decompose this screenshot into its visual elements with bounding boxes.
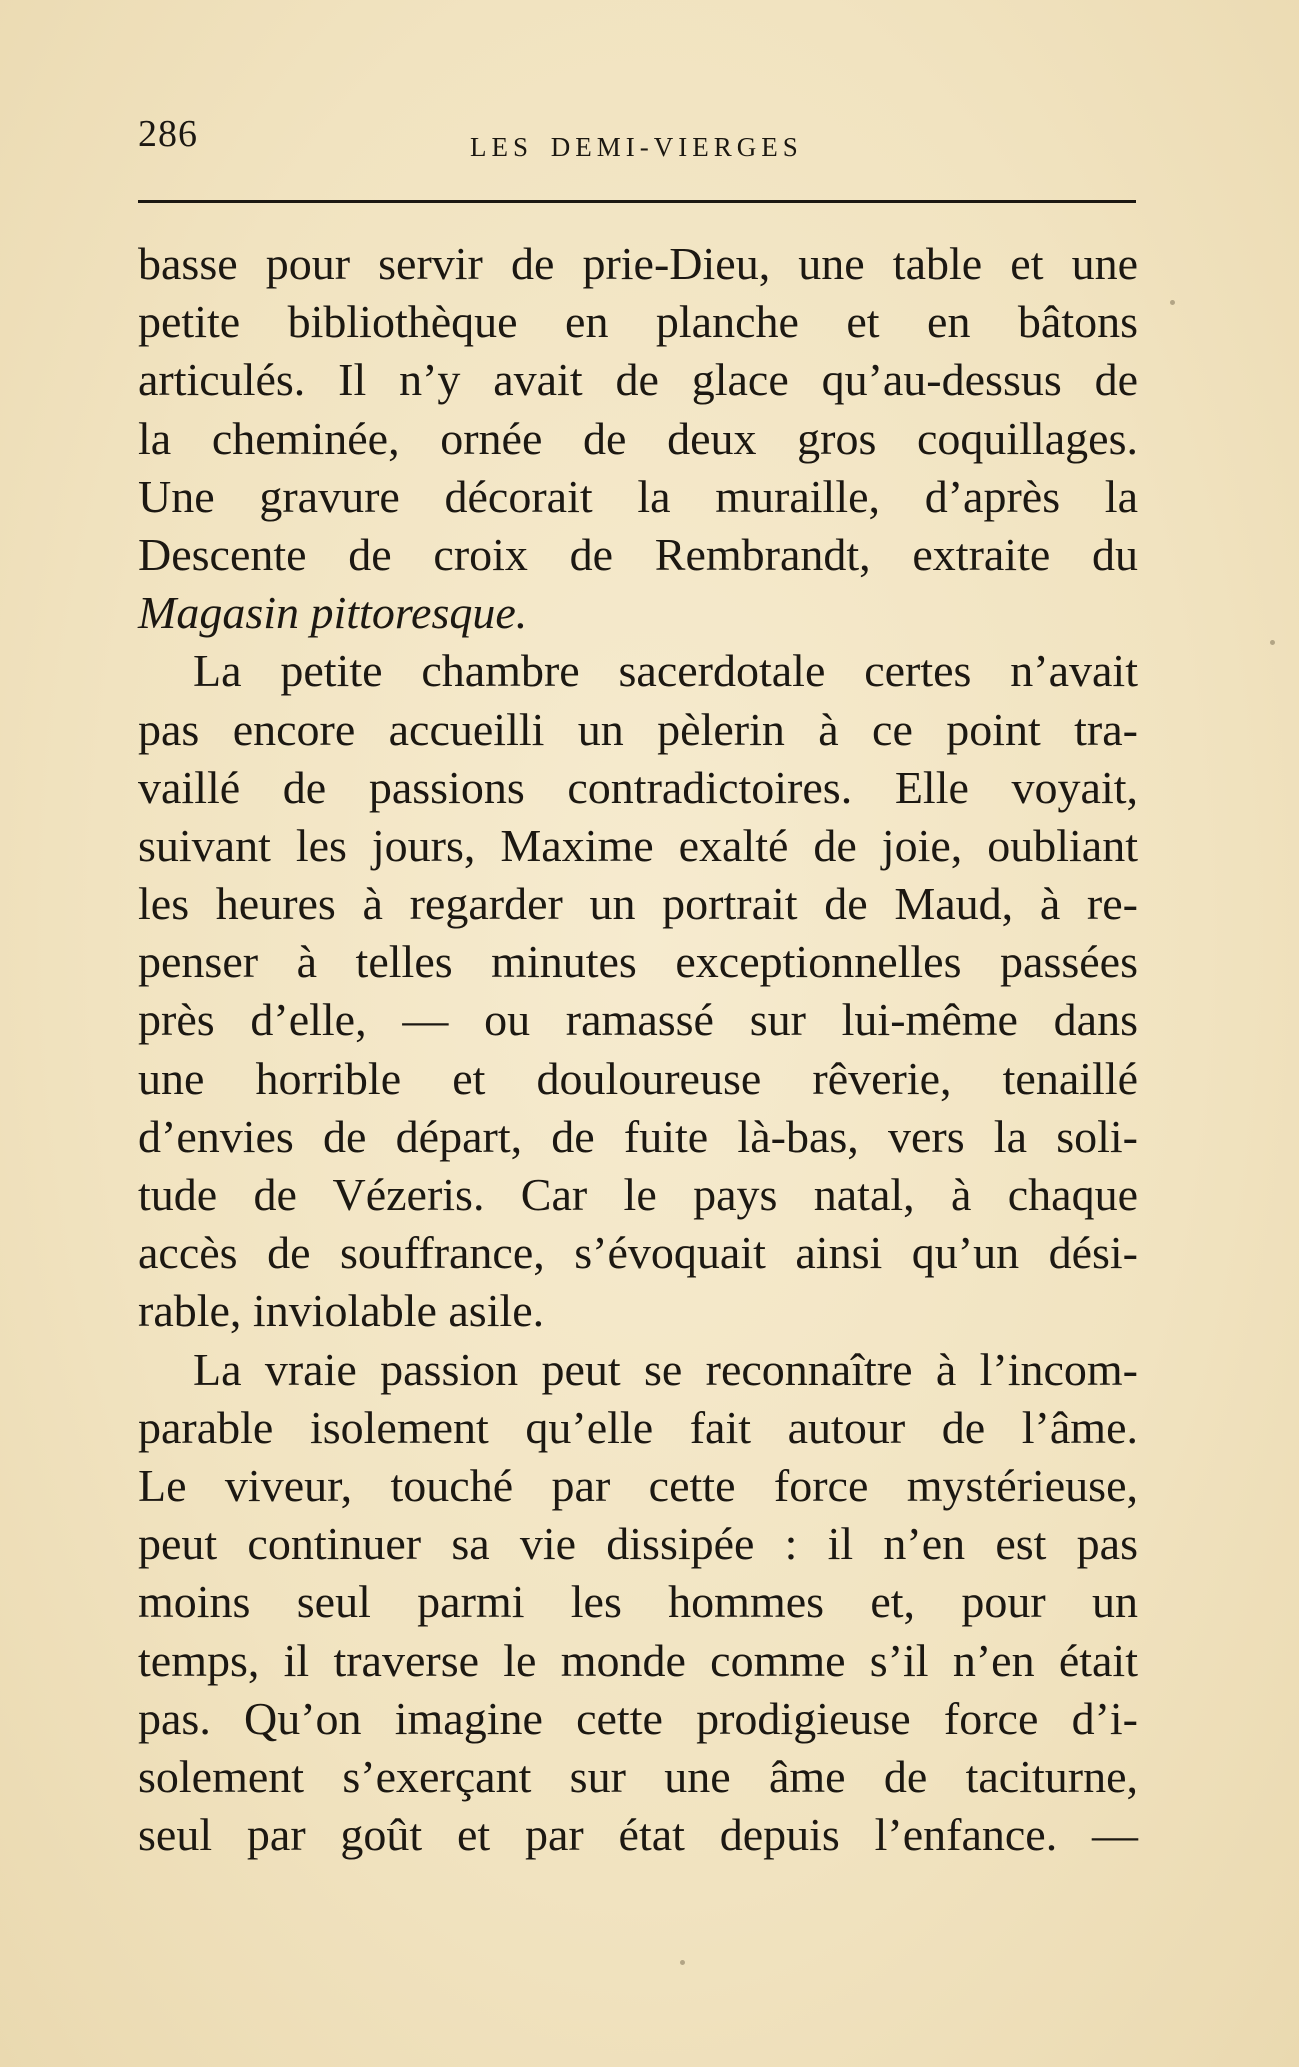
text-line: moins seul parmi les hommes et, pour un (138, 1576, 1138, 1628)
text-line: Descente de croix de Rembrandt, extraite du (138, 528, 1138, 580)
text-line: peut continuer sa vie dissipée : il n’en est pas (138, 1518, 1138, 1570)
text-line: la cheminée, ornée de deux gros coquillages. (138, 412, 1138, 464)
paper-speck (680, 1960, 685, 1965)
text-line: penser à telles minutes exceptionnelles passées (138, 936, 1138, 988)
text-line: petite bibliothèque en planche et en bâtons (138, 296, 1138, 348)
text-line: rable, inviolable asile. (138, 1285, 545, 1337)
text-line: accès de souffrance, s’évoquait ainsi qu’un dési- (138, 1227, 1138, 1279)
text-line: articulés. Il n’y avait de glace qu’au-dessus de (138, 354, 1138, 406)
text-line: les heures à regarder un portrait de Maud, à re- (138, 878, 1138, 930)
text-line: solement s’exerçant sur une âme de taciturne, (138, 1750, 1138, 1802)
header-rule (138, 200, 1136, 203)
text-line: La petite chambre sacerdotale certes n’avait (193, 645, 1138, 697)
text-line: une horrible et douloureuse rêverie, tenaillé (138, 1052, 1138, 1104)
text-line-italic-title: Magasin pittoresque. (138, 587, 528, 639)
text-line: d’envies de départ, de fuite là-bas, vers la soli- (138, 1110, 1138, 1162)
text-line: seul par goût et par état depuis l’enfance. — (138, 1809, 1138, 1861)
text-line: vaillé de passions contradictoires. Elle voyait, (138, 761, 1138, 813)
text-line: tude de Vézeris. Car le pays natal, à chaque (138, 1169, 1138, 1220)
text-line: pas encore accueilli un pèlerin à ce point tra- (138, 703, 1138, 755)
text-line: basse pour servir de prie-Dieu, une table et une (138, 238, 1138, 289)
text-line: suivant les jours, Maxime exalté de joie, oubliant (138, 819, 1138, 871)
paper-speck (1270, 640, 1275, 645)
text-line: parable isolement qu’elle fait autour de l’âme. (138, 1401, 1138, 1453)
text-line: près d’elle, — ou ramassé sur lui-même dans (138, 994, 1138, 1046)
running-title: LES DEMI-VIERGES (470, 132, 803, 162)
text-line: Le viveur, touché par cette force mystérieuse, (138, 1459, 1138, 1511)
body-text (138, 235, 1138, 1864)
text-line: La vraie passion peut se reconnaître à l’incom- (193, 1343, 1138, 1395)
page-header (138, 112, 1138, 172)
page-number: 286 (138, 113, 198, 155)
text-line: pas. Qu’on imagine cette prodigieuse force d’i- (138, 1692, 1138, 1744)
paper-speck (1170, 300, 1175, 305)
text-line: Une gravure décorait la muraille, d’après la (138, 470, 1138, 522)
text-line: temps, il traverse le monde comme s’il n’en était (138, 1634, 1138, 1686)
